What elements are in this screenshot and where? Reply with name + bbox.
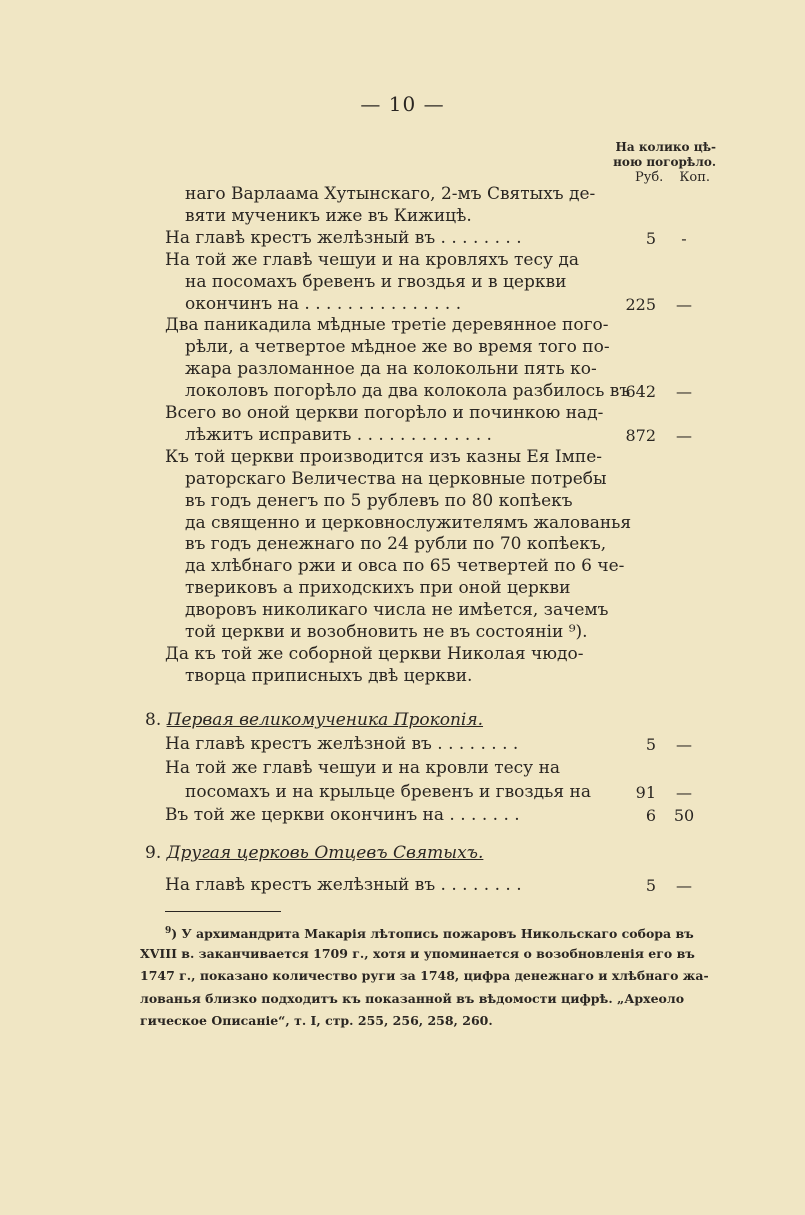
kop-value: — <box>676 782 692 802</box>
kop-header: Коп. <box>679 170 710 185</box>
section-9-heading <box>145 840 585 867</box>
body-line: на посомахъ бревенъ и гвоздья и в церкви <box>185 271 567 292</box>
rub-header: Руб. <box>634 170 664 185</box>
body-line: окончинъ на . . . . . . . . . . . . . . . <box>185 293 462 314</box>
body-line: Къ той церкви производится изъ казны Ея Імпе- <box>165 446 602 467</box>
body-line: раторскаго Величества на церковные потребы <box>185 468 607 489</box>
body-line: Да къ той же соборной церкви Николая чюдо- <box>165 643 584 664</box>
footnote-line: 1747 г., показано количество руги за 1748, цифра денежнаго и хлѣбнаго жа- <box>140 968 709 983</box>
section-8-line: На той же главѣ чешуи и на кровли тесу на <box>165 757 561 778</box>
body-line: Всего во оной церкви погорѣло и починкою над- <box>165 403 604 423</box>
body-line: На главѣ крестъ желѣзный въ . . . . . . . . <box>165 227 522 248</box>
kop-value: — <box>676 294 692 314</box>
body-line: да священно и церковнослужителямъ жалованья <box>185 512 632 533</box>
body-line: рѣли, а четвертое мѣдное же во время того по- <box>185 337 610 358</box>
body-line: въ годъ денегъ по 5 рублевъ по 80 копѣекъ <box>185 490 573 511</box>
kop-value: - <box>681 228 687 248</box>
kop-value: — <box>676 735 692 754</box>
column-header-line2: ною погорѣло. <box>613 155 716 169</box>
body-line: твериковъ а приходскихъ при оной церкви <box>185 578 571 599</box>
body-line: локоловъ погорѣло да два колокола разбилось въ <box>185 381 631 402</box>
kop-value: 50 <box>673 806 695 826</box>
footnote-line: $^9$) У архимандрита Макарія лѣтопись пожаровъ Никольскаго собора въ <box>165 926 694 942</box>
section-8-title: Первая великомученика Прокопія. <box>166 710 484 730</box>
body-line: наго Варлаама Хутынскаго, 2-мъ Святыхъ де- <box>185 184 596 204</box>
footnote-line: лованья близко подходитъ къ показанной въ вѣдомости цифрѣ. „Археоло <box>140 990 685 1006</box>
section-8-line: посомахъ и на крыльце бревенъ и гвоздья на <box>185 781 591 802</box>
body-line: въ годъ денежнаго по 24 рубли по 70 копѣекъ, <box>185 534 607 555</box>
footnote-line: гическое Описаніе“, т. I, стр. 255, 256, 258, 260. <box>140 1013 493 1028</box>
body-line: творца приписныхъ двѣ церкви. <box>185 665 473 686</box>
body-line: жара разломанное да на колокольни пять ко- <box>185 359 597 380</box>
kop-value: — <box>676 382 692 402</box>
page-number: — 10 — <box>360 92 445 116</box>
body-line: да хлѣбнаго ржи и овса по 65 четвертей по 6 че- <box>185 556 625 577</box>
rub-value: 5 <box>645 735 656 754</box>
body-line: На той же главѣ чешуи и на кровляхъ тесу да <box>165 249 579 270</box>
body-line: лѣжитъ исправить . . . . . . . . . . . . . <box>185 424 492 445</box>
section-9-title: Другая церковь Отцевъ Святыхъ. <box>166 843 484 863</box>
column-header-line1: На колико цѣ- <box>615 140 716 154</box>
section-8-line: На главѣ крестъ желѣзной въ . . . . . . . . <box>165 734 519 754</box>
rub-value: 872 <box>625 425 656 445</box>
footnote-line: XVIII в. заканчивается 1709 г., хотя и упоминается о возобновленія его въ <box>140 945 695 961</box>
kop-value: — <box>676 876 692 895</box>
body-line: Два паникадила мѣдные третіе деревянное пого- <box>165 315 609 336</box>
section-8-number: 8. <box>145 710 162 730</box>
rub-value: 5 <box>645 228 656 248</box>
rub-value: 5 <box>645 876 656 895</box>
rub-value: 91 <box>635 782 656 802</box>
section-8-line: Въ той же церкви окончинъ на . . . . . . . <box>165 805 520 826</box>
footnote-rule <box>165 911 281 912</box>
rub-value: 6 <box>645 806 656 826</box>
rub-value: 642 <box>625 382 656 402</box>
section-8-heading <box>145 707 585 734</box>
column-header <box>586 140 716 185</box>
footnote-marker: 9 <box>165 926 172 936</box>
section-9-number: 9. <box>145 843 162 863</box>
body-line: той церкви и возобновить не въ состояніи ⁹). <box>185 622 588 642</box>
kop-value: — <box>676 425 692 445</box>
rub-value: 225 <box>625 294 656 314</box>
body-line: дворовъ николикаго числа не имѣется, зачемъ <box>185 600 609 621</box>
section-9-line: На главѣ крестъ желѣзный въ . . . . . . . . <box>165 875 522 895</box>
body-line: вяти мученикъ иже въ Кижицѣ. <box>185 205 472 226</box>
